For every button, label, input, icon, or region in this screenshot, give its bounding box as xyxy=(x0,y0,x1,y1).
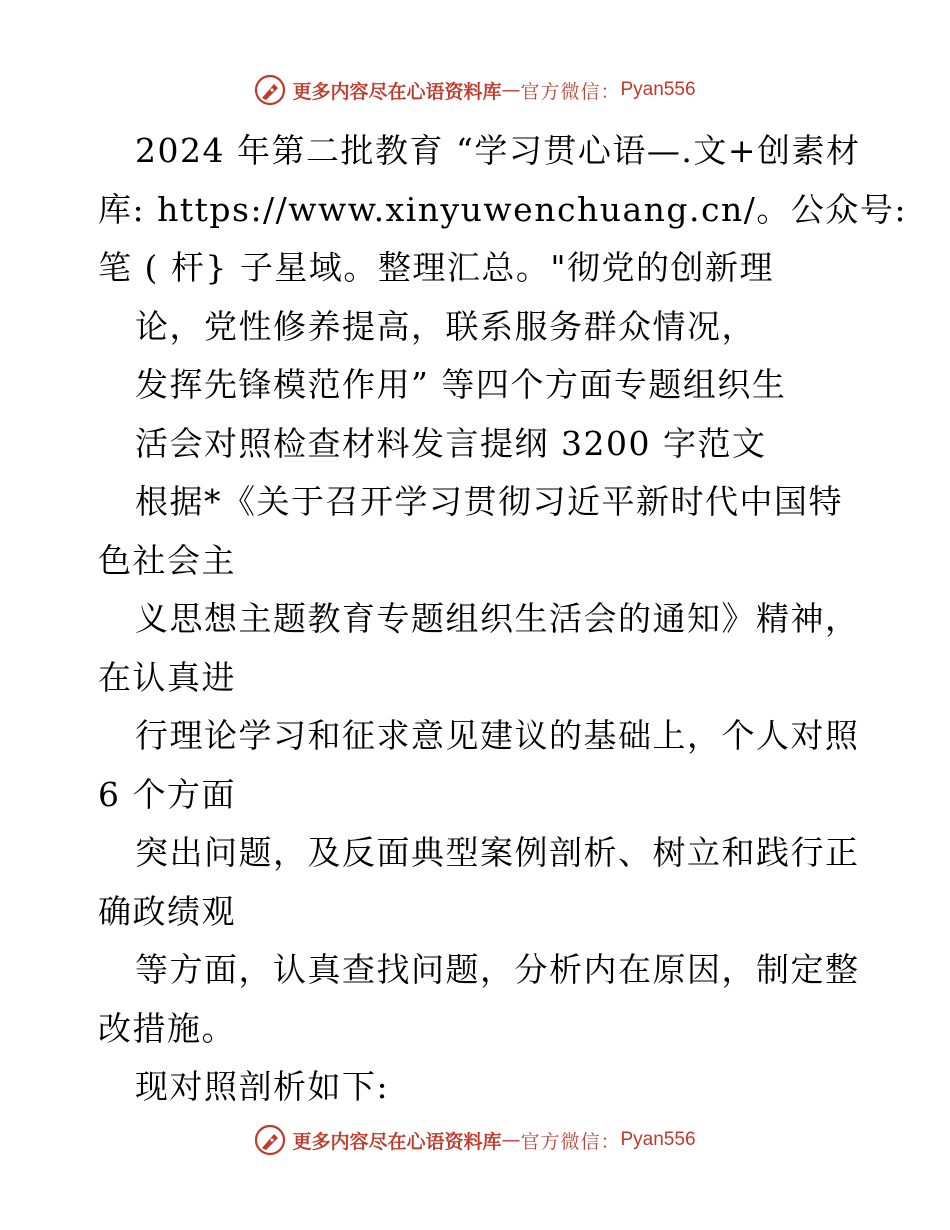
watermark-official-label: 官方微信： xyxy=(520,80,621,103)
body-line: 确政绩观 xyxy=(98,891,236,931)
watermark-dash: — xyxy=(501,79,521,101)
body-line: 2024 年第二批教育 “学习贯心语—.文+创素材 xyxy=(135,131,861,170)
body-line: 论，党性修养提高，联系服务群众情况， xyxy=(135,306,756,346)
body-line: 突出问题，及反面典型案例剖析、树立和践行正 xyxy=(135,833,860,872)
watermark-wechat-id: Pyan556 xyxy=(620,79,696,100)
body-line: 笔 ( 杆} 子星域。整理汇总。"彻党的创新理 xyxy=(98,248,775,287)
document-body xyxy=(98,122,907,1117)
watermark-text: 更多内容尽在心语资料库 xyxy=(292,80,502,103)
footer-watermark xyxy=(0,1120,950,1160)
watermark-official-label: 官方微信： xyxy=(520,1130,621,1153)
watermark-dash: — xyxy=(501,1129,521,1151)
body-line: 义思想主题教育专题组织生活会的通知》精神， xyxy=(135,599,860,638)
watermark-wechat-id: Pyan556 xyxy=(620,1129,696,1150)
body-line: 发挥先锋模范作用” 等四个方面专题组织生 xyxy=(135,365,787,404)
body-line: 6 个方面 xyxy=(98,774,236,814)
body-line: 现对照剖析如下: xyxy=(135,1067,390,1106)
pen-nib-circle-logo xyxy=(254,74,286,106)
body-line: 在认真进 xyxy=(98,657,236,697)
header-watermark xyxy=(0,70,950,110)
body-line: 活会对照检查材料发言提纲 3200 字范文 xyxy=(135,423,767,463)
body-line: 等方面，认真查找问题，分析内在原因，制定整 xyxy=(135,950,860,989)
body-line: 色社会主 xyxy=(98,540,236,580)
body-line: 库: https://www.xinyuwenchuang.cn/。公众号: xyxy=(98,189,907,229)
body-line: 根据*《关于召开学习贯彻习近平新时代中国特 xyxy=(135,482,843,521)
pen-nib-circle-logo xyxy=(254,1124,286,1156)
body-line: 改措施。 xyxy=(98,1008,236,1048)
body-line: 行理论学习和征求意见建议的基础上，个人对照 xyxy=(135,716,860,755)
watermark-text: 更多内容尽在心语资料库 xyxy=(292,1130,502,1153)
